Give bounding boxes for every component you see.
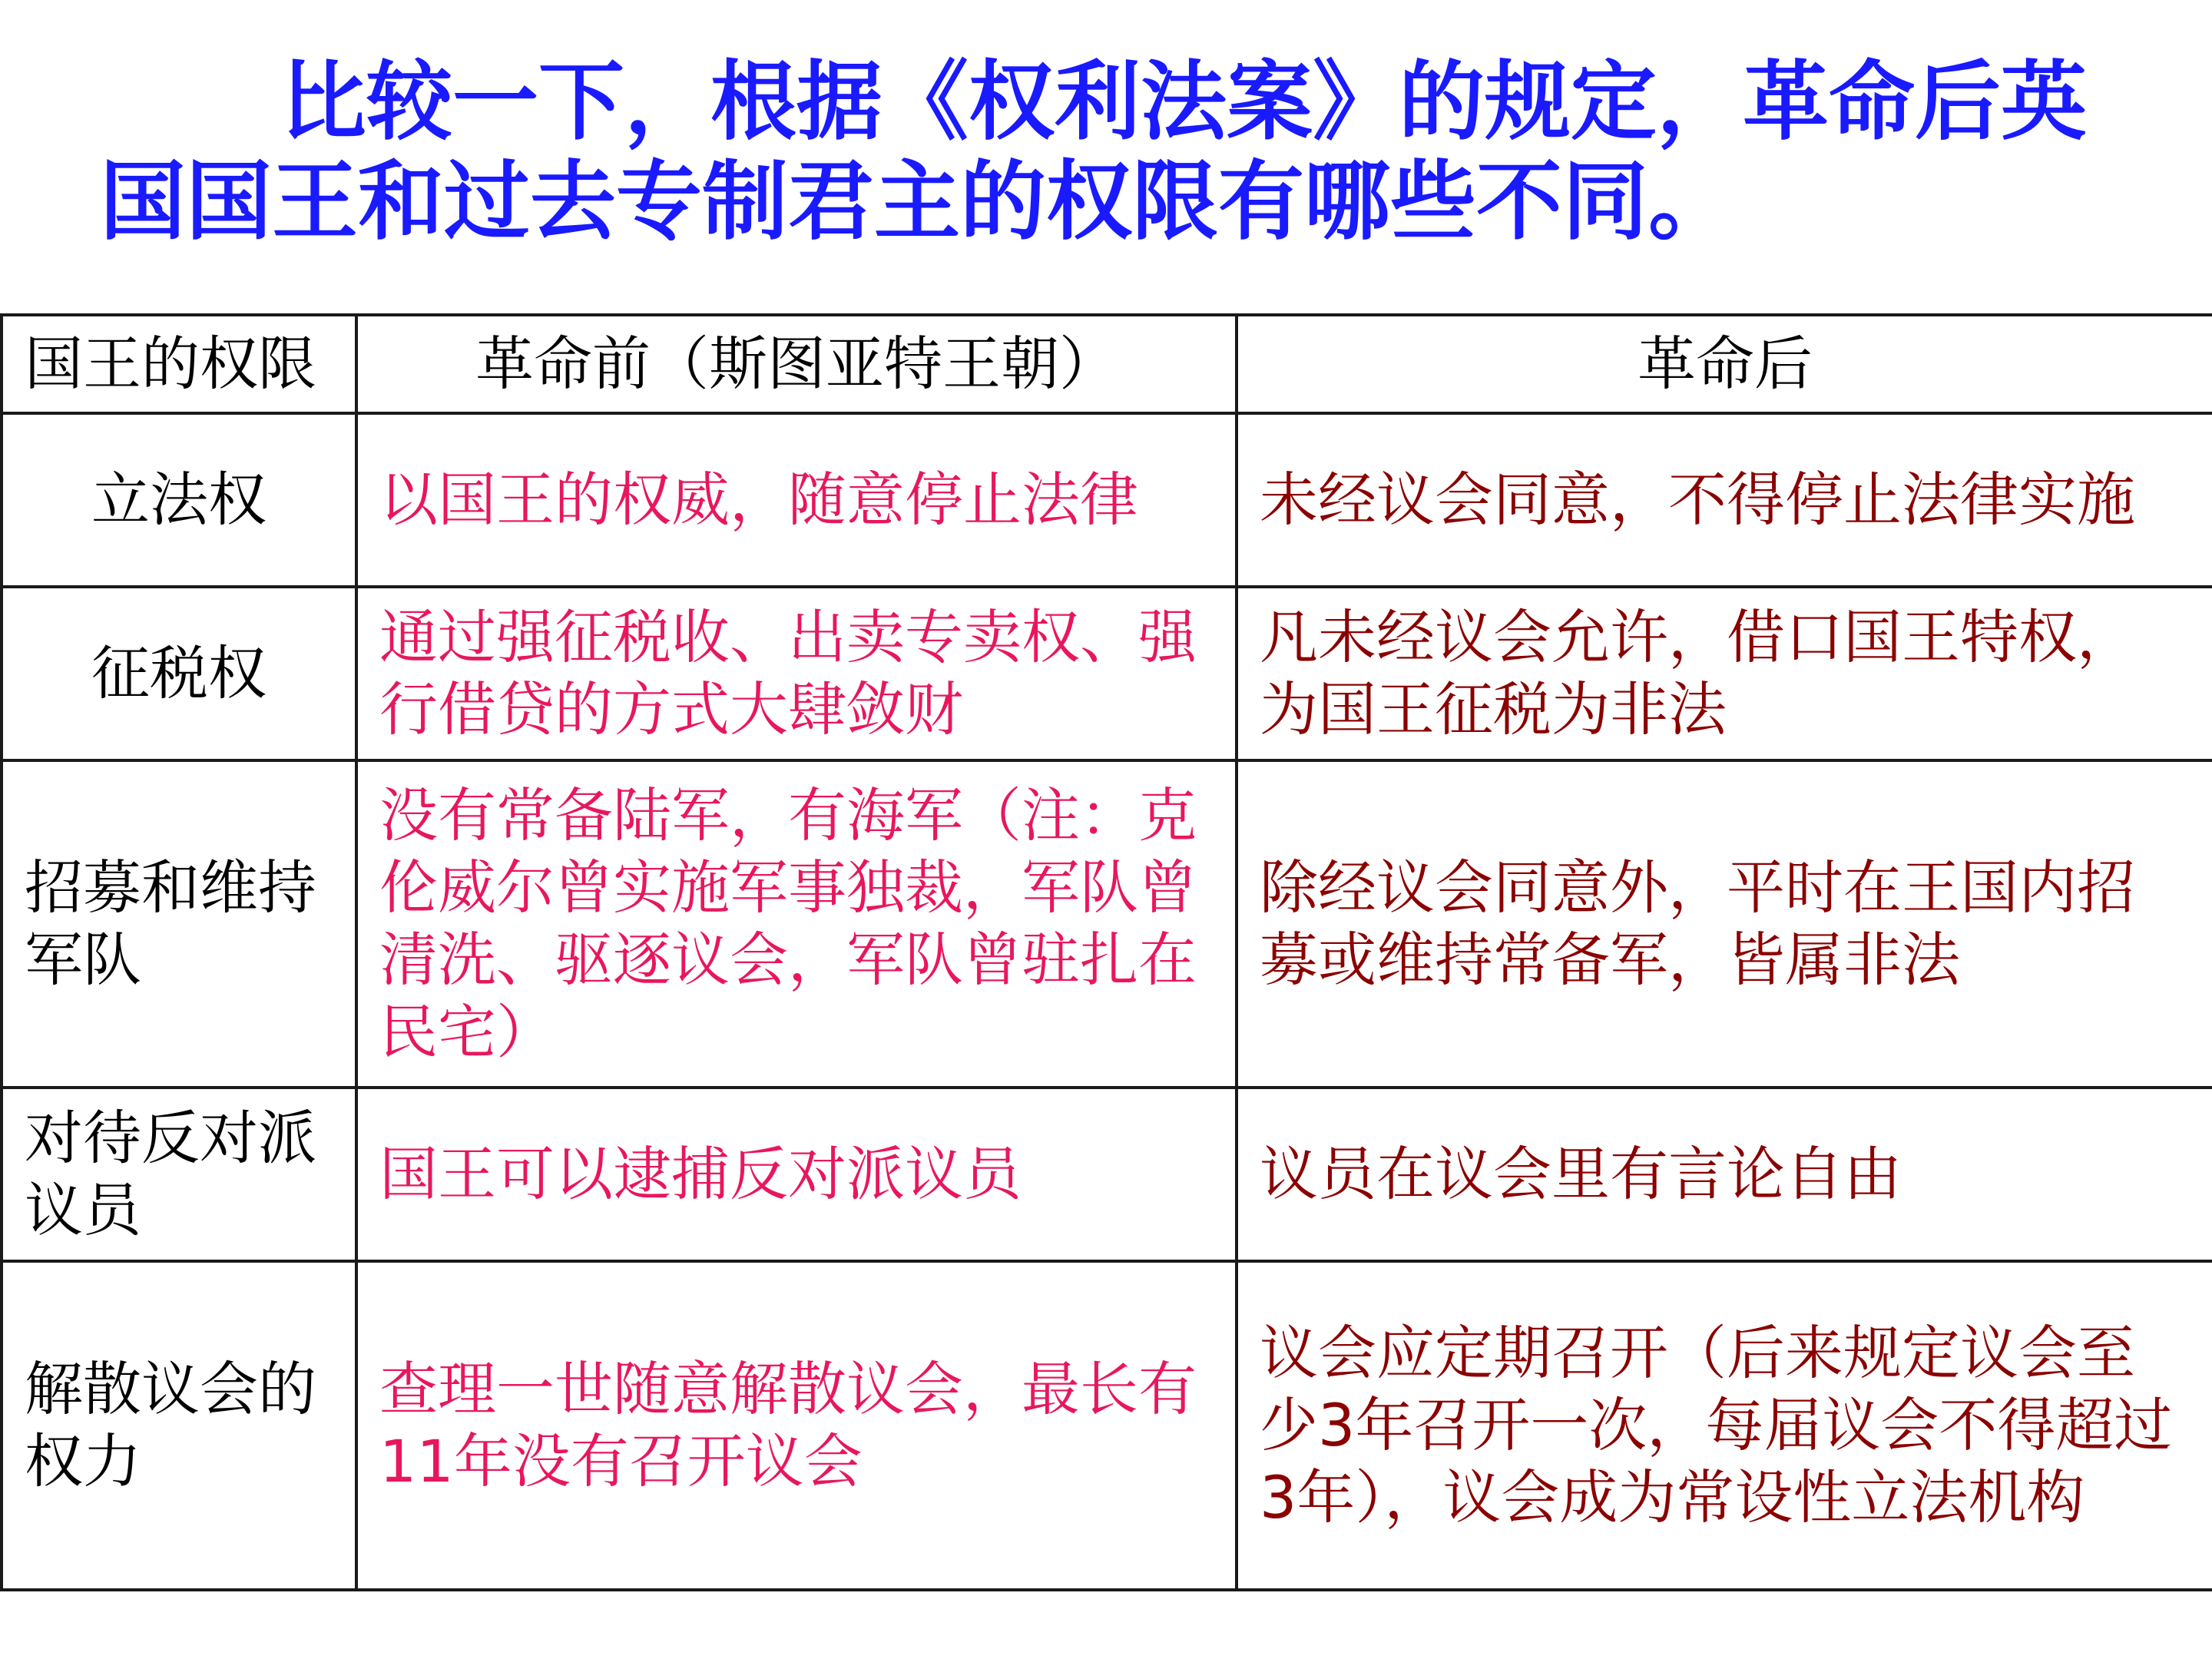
row-label: 征税权 — [2, 587, 356, 760]
comparison-table — [0, 313, 2212, 1591]
before-cell: 以国王的权威，随意停止法律 — [356, 413, 1237, 587]
header-power: 国王的权限 — [2, 315, 356, 413]
table-row — [2, 413, 2212, 587]
after-cell: 凡未经议会允许，借口国王特权，为国王征税为非法 — [1237, 587, 2212, 760]
table-row — [2, 1088, 2212, 1261]
header-before: 革命前（斯图亚特王朝） — [356, 315, 1237, 413]
title-line-1: 比较一下，根据《权利法案》的规定，革命后英 — [280, 52, 2087, 152]
table-row — [2, 760, 2212, 1088]
header-after: 革命后 — [1237, 315, 2212, 413]
after-cell: 议员在议会里有言论自由 — [1237, 1088, 2212, 1261]
row-label: 对待反对派议员 — [2, 1088, 356, 1261]
after-cell: 议会应定期召开（后来规定议会至少3年召开一次，每届议会不得超过3年），议会成为常设性立法机构 — [1237, 1261, 2212, 1590]
after-cell: 未经议会同意，不得停止法律实施 — [1237, 413, 2212, 587]
table-row — [2, 1261, 2212, 1590]
row-label: 招募和维持军队 — [2, 760, 356, 1088]
before-cell: 通过强征税收、出卖专卖权、强行借贷的方式大肆敛财 — [356, 587, 1237, 760]
before-cell: 没有常备陆军，有海军（注：克伦威尔曾实施军事独裁，军队曾清洗、驱逐议会，军队曾驻扎在民宅） — [356, 760, 1237, 1088]
before-cell: 查理一世随意解散议会，最长有11年没有召开议会 — [356, 1261, 1237, 1590]
table-header-row — [2, 315, 2212, 413]
before-cell: 国王可以逮捕反对派议员 — [356, 1088, 1237, 1261]
after-cell: 除经议会同意外，平时在王国内招募或维持常备军，皆属非法 — [1237, 760, 2212, 1088]
title-line-2: 国国王和过去专制君主的权限有哪些不同。 — [100, 152, 1734, 252]
page-title — [100, 52, 2174, 252]
table-row — [2, 587, 2212, 760]
row-label: 解散议会的权力 — [2, 1261, 356, 1590]
row-label: 立法权 — [2, 413, 356, 587]
